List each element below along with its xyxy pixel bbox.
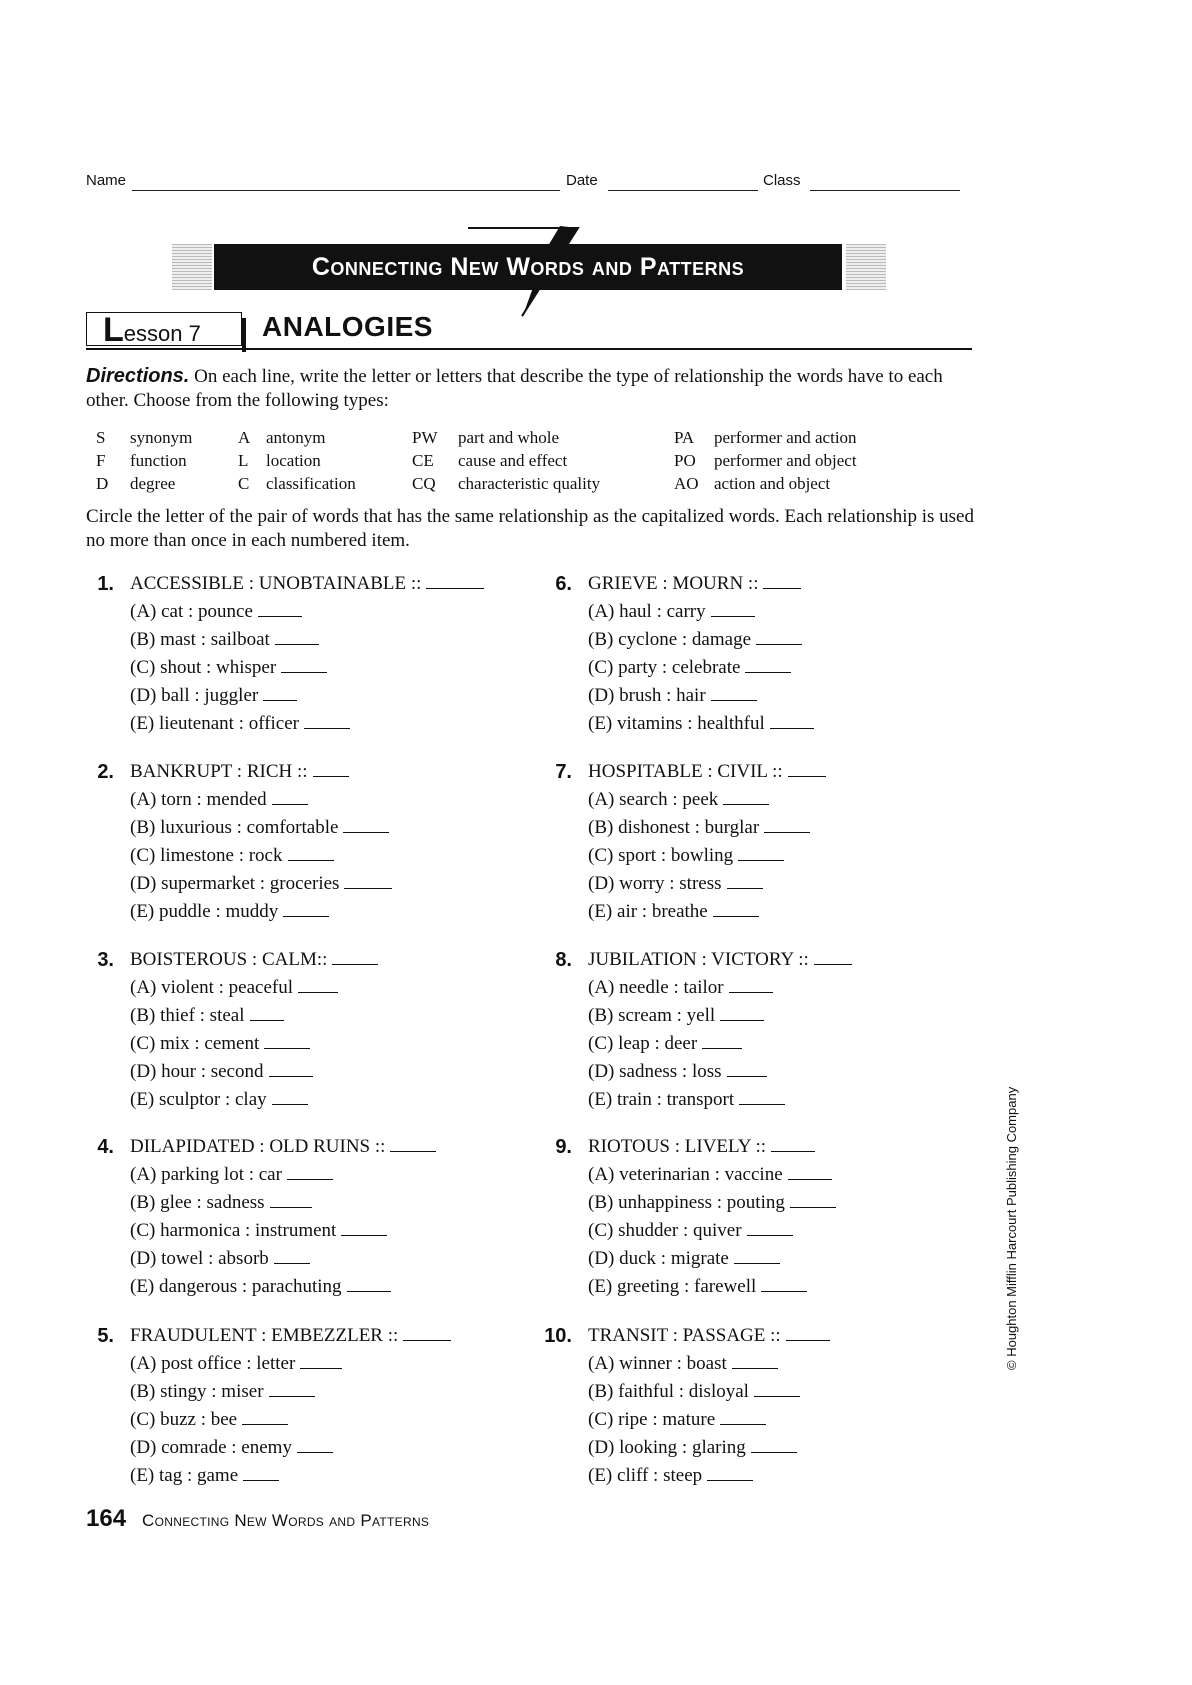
answer-option[interactable] <box>588 1465 753 1487</box>
relationship-blank[interactable] <box>347 1290 391 1292</box>
answer-option-text: (C) mix : cement <box>130 1033 260 1054</box>
relationship-blank[interactable] <box>754 1395 800 1397</box>
answer-option-text: (A) haul : carry <box>588 601 706 622</box>
question-stem-text: HOSPITABLE : CIVIL :: <box>588 761 783 782</box>
answer-option-text: (D) ball : juggler <box>130 685 259 706</box>
answer-option[interactable] <box>588 901 759 923</box>
question-stem-text: TRANSIT : PASSAGE :: <box>588 1325 781 1346</box>
type-code: S <box>96 428 106 447</box>
answer-blank[interactable] <box>403 1339 451 1341</box>
answer-option[interactable] <box>588 873 763 895</box>
question-number: 3. <box>97 949 114 971</box>
answer-option[interactable] <box>588 1353 778 1375</box>
date-label: Date <box>566 172 598 189</box>
relationship-blank[interactable] <box>344 887 392 889</box>
answer-option[interactable] <box>588 1033 742 1055</box>
relationship-blank[interactable] <box>287 1178 333 1180</box>
question-number: 5. <box>97 1325 114 1347</box>
answer-option[interactable] <box>588 1164 832 1186</box>
type-name: degree <box>130 474 176 493</box>
relationship-blank[interactable] <box>734 1262 780 1264</box>
answer-option-text: (E) vitamins : healthful <box>588 713 765 734</box>
answer-option-text: (A) cat : pounce <box>130 601 253 622</box>
answer-option-text: (D) hour : second <box>130 1061 264 1082</box>
class-label: Class <box>763 172 801 189</box>
question-stem-text: FRAUDULENT : EMBEZZLER :: <box>130 1325 399 1346</box>
lesson-title: ANALOGIES <box>262 311 433 342</box>
answer-option[interactable] <box>588 789 769 811</box>
relationship-blank[interactable] <box>711 699 757 701</box>
instructions: Circle the letter of the pair of words that has the same relationship as the capitalized words. Each relationship is used no more than once in each numbered item. <box>86 506 974 551</box>
answer-option-text: (E) sculptor : clay <box>130 1089 267 1110</box>
answer-option-text: (A) search : peek <box>588 789 719 810</box>
relationship-blank[interactable] <box>274 1262 310 1264</box>
relationship-blank[interactable] <box>761 1290 807 1292</box>
question-stem <box>130 573 484 595</box>
question-number: 1. <box>97 573 114 595</box>
answer-option[interactable] <box>588 1276 807 1298</box>
relationship-blank[interactable] <box>720 1019 764 1021</box>
type-code: CE <box>412 451 434 470</box>
relationship-blank[interactable] <box>250 1019 284 1021</box>
relationship-blank[interactable] <box>790 1206 836 1208</box>
directions-lead: Directions. <box>86 365 190 387</box>
answer-option[interactable] <box>588 1192 836 1214</box>
answer-option[interactable] <box>130 685 297 707</box>
relationship-blank[interactable] <box>747 1234 793 1236</box>
answer-option-text: (E) puddle : muddy <box>130 901 279 922</box>
answer-option[interactable] <box>130 1164 333 1186</box>
question-stem <box>130 949 378 971</box>
answer-option[interactable] <box>588 1089 785 1111</box>
answer-option[interactable] <box>130 1061 313 1083</box>
answer-option[interactable] <box>130 873 392 895</box>
relationship-blank[interactable] <box>258 615 302 617</box>
answer-option[interactable] <box>130 1248 310 1270</box>
question-stem-text: BANKRUPT : RICH :: <box>130 761 308 782</box>
answer-option-text: (C) harmonica : instrument <box>130 1220 337 1241</box>
relationship-blank[interactable] <box>272 1103 308 1105</box>
answer-option[interactable] <box>130 1409 288 1431</box>
answer-option-text: (A) winner : boast <box>588 1353 727 1374</box>
relationship-blank[interactable] <box>243 1479 279 1481</box>
answer-option-text: (D) sadness : loss <box>588 1061 722 1082</box>
answer-option[interactable] <box>130 1033 310 1055</box>
type-name: performer and action <box>714 428 857 447</box>
answer-option[interactable] <box>130 845 334 867</box>
relationship-blank[interactable] <box>298 991 338 993</box>
banner-stripe-left <box>172 244 212 290</box>
type-code: PW <box>412 428 438 447</box>
answer-option-text: (A) post office : letter <box>130 1353 296 1374</box>
lesson-divider <box>242 318 246 352</box>
relationship-blank[interactable] <box>264 1047 310 1049</box>
answer-option-text: (D) supermarket : groceries <box>130 873 340 894</box>
answer-option-text: (B) luxurious : comfortable <box>130 817 339 838</box>
answer-option-text: (D) worry : stress <box>588 873 722 894</box>
sidebar-credit: © Houghton Mifflin Harcourt Publishing Company <box>1004 1086 1019 1370</box>
type-name: classification <box>266 474 356 493</box>
lesson-label-box <box>86 311 242 349</box>
relationship-blank[interactable] <box>343 831 389 833</box>
question-number: 6. <box>555 573 572 595</box>
question-stem-text: RIOTOUS : LIVELY :: <box>588 1136 767 1157</box>
type-name: antonym <box>266 428 326 447</box>
question-stem-text: BOISTEROUS : CALM:: <box>130 949 328 970</box>
relationship-blank[interactable] <box>745 671 791 673</box>
answer-option-text: (B) cyclone : damage <box>588 629 752 650</box>
answer-option[interactable] <box>130 977 338 999</box>
answer-blank[interactable] <box>313 775 349 777</box>
question-stem <box>130 1136 436 1158</box>
answer-option[interactable] <box>130 601 302 623</box>
relationship-blank[interactable] <box>288 859 334 861</box>
question-stem-text: DILAPIDATED : OLD RUINS :: <box>130 1136 386 1157</box>
type-code: PA <box>674 428 695 447</box>
type-code: D <box>96 474 109 493</box>
answer-option[interactable] <box>130 1276 391 1298</box>
answer-option-text: (D) brush : hair <box>588 685 706 706</box>
banner-stripe-right <box>846 244 886 290</box>
relationship-blank[interactable] <box>788 1178 832 1180</box>
answer-option-text: (C) buzz : bee <box>130 1409 238 1430</box>
answer-option-text: (E) air : breathe <box>588 901 708 922</box>
relationship-blank[interactable] <box>304 727 350 729</box>
answer-option[interactable] <box>130 1220 387 1242</box>
relationship-blank[interactable] <box>732 1367 778 1369</box>
answer-blank[interactable] <box>390 1150 436 1152</box>
relationship-blank[interactable] <box>729 991 773 993</box>
answer-option-text: (B) glee : sadness <box>130 1192 265 1213</box>
type-name: function <box>130 451 187 470</box>
page-number: 164 <box>86 1505 127 1532</box>
answer-option[interactable] <box>588 601 755 623</box>
answer-option-text: (E) lieutenant : officer <box>130 713 299 734</box>
relationship-blank[interactable] <box>727 887 763 889</box>
answer-option[interactable] <box>588 1005 764 1027</box>
answer-blank[interactable] <box>763 587 801 589</box>
directions-text: On each line, write the letter or letters that describe the type of relationship the words have to each other. Choose from the following types: <box>86 366 943 411</box>
answer-option-text: (E) cliff : steep <box>588 1465 703 1486</box>
answer-option-text: (A) torn : mended <box>130 789 267 810</box>
answer-option-text: (B) faithful : disloyal <box>588 1381 749 1402</box>
type-code: PO <box>674 451 696 470</box>
answer-option[interactable] <box>588 629 802 651</box>
answer-option-text: (C) shudder : quiver <box>588 1220 742 1241</box>
answer-option-text: (D) looking : glaring <box>588 1437 746 1458</box>
answer-option-text: (B) unhappiness : pouting <box>588 1192 785 1213</box>
relationship-blank[interactable] <box>702 1047 742 1049</box>
answer-option-text: (C) party : celebrate <box>588 657 741 678</box>
type-code: F <box>96 451 106 470</box>
answer-option[interactable] <box>130 1005 284 1027</box>
answer-option-text: (C) leap : deer <box>588 1033 698 1054</box>
answer-option[interactable] <box>130 901 329 923</box>
class-field[interactable] <box>810 190 960 191</box>
answer-option[interactable] <box>130 1381 315 1403</box>
answer-option[interactable] <box>130 1353 342 1375</box>
answer-option-text: (A) violent : peaceful <box>130 977 294 998</box>
answer-blank[interactable] <box>788 775 826 777</box>
answer-option-text: (D) towel : absorb <box>130 1248 269 1269</box>
relationship-blank[interactable] <box>297 1451 333 1453</box>
footer <box>86 1505 429 1533</box>
answer-option-text: (E) train : transport <box>588 1089 735 1110</box>
question-number: 10. <box>544 1325 572 1347</box>
answer-option[interactable] <box>588 817 810 839</box>
question-stem <box>588 573 801 595</box>
answer-option[interactable] <box>588 977 773 999</box>
relationship-blank[interactable] <box>751 1451 797 1453</box>
answer-option[interactable] <box>588 685 757 707</box>
relationship-blank[interactable] <box>270 1206 312 1208</box>
answer-option[interactable] <box>130 1192 312 1214</box>
relationship-blank[interactable] <box>707 1479 753 1481</box>
answer-option[interactable] <box>588 1381 800 1403</box>
question-stem <box>130 761 349 783</box>
answer-option-text: (B) scream : yell <box>588 1005 716 1026</box>
type-name: action and object <box>714 474 831 493</box>
type-code: A <box>238 428 251 447</box>
type-code: CQ <box>412 474 436 493</box>
question-number: 8. <box>555 949 572 971</box>
relationship-blank[interactable] <box>269 1395 315 1397</box>
relationship-blank[interactable] <box>770 727 814 729</box>
date-field[interactable] <box>608 190 758 191</box>
answer-option[interactable] <box>588 1220 793 1242</box>
relationship-blank[interactable] <box>341 1234 387 1236</box>
answer-blank[interactable] <box>786 1339 830 1341</box>
question-number: 7. <box>555 761 572 783</box>
relationship-blank[interactable] <box>263 699 297 701</box>
answer-option[interactable] <box>588 1248 780 1270</box>
answer-option[interactable] <box>130 789 308 811</box>
relationship-blank[interactable] <box>272 803 308 805</box>
answer-option[interactable] <box>130 629 319 651</box>
lesson-label: esson 7 <box>123 321 201 346</box>
type-name: performer and object <box>714 451 857 470</box>
question-stem-text: ACCESSIBLE : UNOBTAINABLE :: <box>130 573 422 594</box>
answer-option-text: (B) dishonest : burglar <box>588 817 760 838</box>
relationship-blank[interactable] <box>269 1075 313 1077</box>
answer-option[interactable] <box>588 713 814 735</box>
name-field[interactable] <box>132 190 560 191</box>
answer-blank[interactable] <box>771 1150 815 1152</box>
answer-option[interactable] <box>588 845 784 867</box>
relationship-blank[interactable] <box>739 1103 785 1105</box>
relationship-blank[interactable] <box>300 1367 342 1369</box>
banner-title: Connecting New Words and Patterns <box>214 244 842 290</box>
type-name: synonym <box>130 428 193 447</box>
type-name: characteristic quality <box>458 474 601 493</box>
relationship-blank[interactable] <box>756 643 802 645</box>
question-stem <box>588 1325 830 1347</box>
question-stem <box>588 949 852 971</box>
relationship-blank[interactable] <box>713 915 759 917</box>
question-stem <box>588 761 826 783</box>
lesson-rule <box>86 348 972 350</box>
directions <box>86 364 976 413</box>
answer-option-text: (D) comrade : enemy <box>130 1437 292 1458</box>
question-stem <box>130 1325 451 1347</box>
footer-title: Connecting New Words and Patterns <box>142 1511 430 1530</box>
type-code: C <box>238 474 250 493</box>
answer-option[interactable] <box>588 1437 797 1459</box>
relationship-blank[interactable] <box>738 859 784 861</box>
answer-option-text: (C) sport : bowling <box>588 845 734 866</box>
answer-option-text: (D) duck : migrate <box>588 1248 729 1269</box>
question-stem <box>588 1136 815 1158</box>
type-code: AO <box>674 474 699 493</box>
type-name: cause and effect <box>458 451 568 470</box>
answer-option-text: (C) shout : whisper <box>130 657 277 678</box>
answer-option-text: (A) parking lot : car <box>130 1164 282 1185</box>
question-stem-text: JUBILATION : VICTORY :: <box>588 949 809 970</box>
question-stem-text: GRIEVE : MOURN :: <box>588 573 759 594</box>
answer-blank[interactable] <box>426 587 484 589</box>
answer-blank[interactable] <box>814 963 852 965</box>
answer-option[interactable] <box>588 1409 766 1431</box>
answer-option-text: (B) stingy : miser <box>130 1381 264 1402</box>
relationship-blank[interactable] <box>723 803 769 805</box>
answer-option-text: (C) ripe : mature <box>588 1409 716 1430</box>
answer-option-text: (B) mast : sailboat <box>130 629 270 650</box>
answer-blank[interactable] <box>332 963 378 965</box>
relationship-blank[interactable] <box>720 1423 766 1425</box>
relationship-blank[interactable] <box>711 615 755 617</box>
lesson-label-initial: L <box>103 311 124 349</box>
answer-option-text: (A) needle : tailor <box>588 977 724 998</box>
question-number: 2. <box>97 761 114 783</box>
relationship-blank[interactable] <box>764 831 810 833</box>
answer-option[interactable] <box>130 1089 308 1111</box>
answer-option[interactable] <box>588 657 791 679</box>
question-number: 4. <box>97 1136 114 1158</box>
type-name: location <box>266 451 321 470</box>
answer-option[interactable] <box>130 657 327 679</box>
type-code: L <box>238 451 249 470</box>
relationship-blank[interactable] <box>283 915 329 917</box>
answer-option[interactable] <box>130 713 350 735</box>
relationship-blank[interactable] <box>275 643 319 645</box>
relationship-blank[interactable] <box>281 671 327 673</box>
answer-option-text: (B) thief : steal <box>130 1005 245 1026</box>
answer-option[interactable] <box>130 817 389 839</box>
name-label: Name <box>86 172 127 189</box>
answer-option-text: (A) veterinarian : vaccine <box>588 1164 783 1185</box>
relationship-blank[interactable] <box>727 1075 767 1077</box>
answer-option[interactable] <box>130 1437 333 1459</box>
answer-option[interactable] <box>588 1061 767 1083</box>
answer-option-text: (C) limestone : rock <box>130 845 283 866</box>
type-name: part and whole <box>458 428 560 447</box>
answer-option[interactable] <box>130 1465 279 1487</box>
answer-option-text: (E) greeting : farewell <box>588 1276 757 1297</box>
question-number: 9. <box>555 1136 572 1158</box>
relationship-blank[interactable] <box>242 1423 288 1425</box>
answer-option-text: (E) dangerous : parachuting <box>130 1276 342 1297</box>
answer-option-text: (E) tag : game <box>130 1465 239 1486</box>
